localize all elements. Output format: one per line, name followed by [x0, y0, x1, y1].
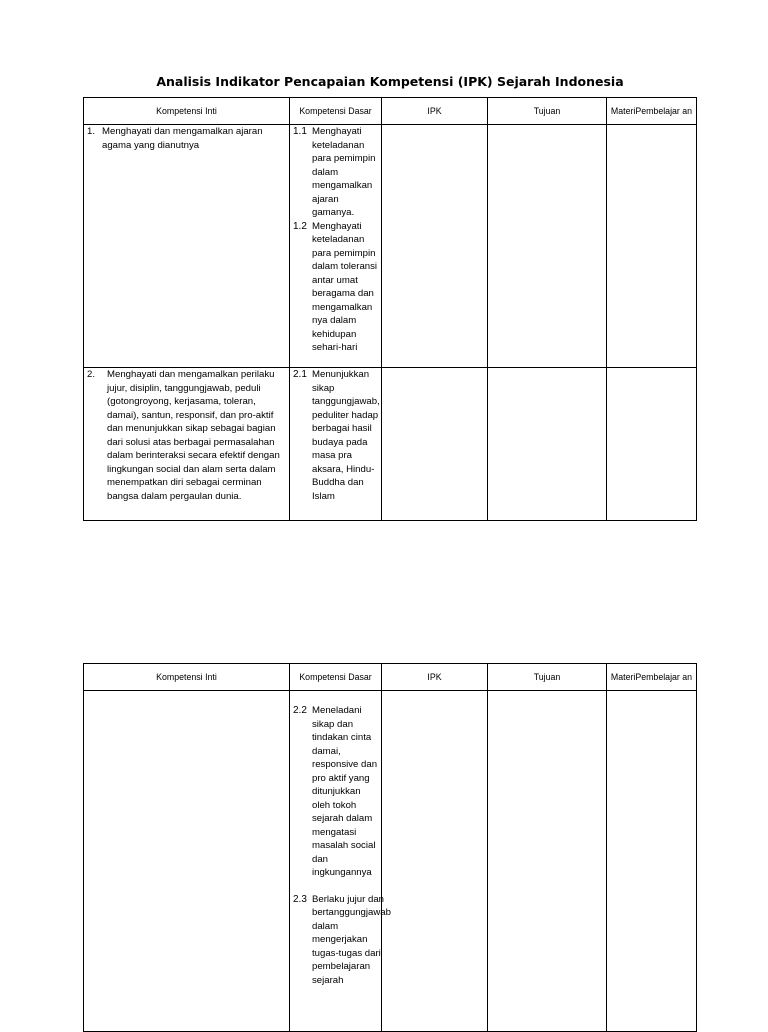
kd-item [293, 893, 391, 988]
kd-text: Menunjukkan sikap tanggungjawab, peduliter hadap berbagai hasil budaya pada masa pra aksara, Hindu-Buddha dan Islam [312, 369, 380, 502]
kd-cell [290, 368, 382, 521]
ipk-cell [382, 691, 488, 1032]
ki-cell [84, 368, 290, 521]
kd-item [293, 220, 379, 355]
tujuan-cell [488, 368, 607, 521]
materi-cell [607, 368, 697, 521]
ipk-table-page-1 [83, 97, 697, 521]
kd-item [293, 368, 379, 503]
header-ipk: IPK [382, 664, 488, 691]
document-title: Analisis Indikator Pencapaian Kompetensi (IPK) Sejarah Indonesia [156, 74, 624, 89]
header-tujuan: Tujuan [488, 98, 607, 125]
header-ipk: IPK [382, 98, 488, 125]
table-row [84, 125, 697, 368]
ki-cell [84, 125, 290, 368]
table-header-row [84, 98, 697, 125]
header-tujuan: Tujuan [488, 664, 607, 691]
ipk-cell [382, 125, 488, 368]
ipk-cell [382, 368, 488, 521]
kd-item [293, 704, 379, 880]
kd-item [293, 125, 379, 220]
kd-number: 2.3 [293, 893, 307, 905]
header-kompetensi-dasar: Kompetensi Dasar [290, 664, 382, 691]
materi-cell [607, 691, 697, 1032]
kd-number: 2.2 [293, 705, 307, 716]
table-header-row [84, 664, 697, 691]
ki-text: Menghayati dan mengamalkan perilaku jujur, disiplin, tanggungjawab, peduli (gotongroyong, kerjasama, toleran, damai), santun, responsif, dan pro-aktif dan menunjukkan sikap sebagai bagian dari solusi atas berbagai permasalahan dalam berinteraksi secara efektif dengan lingkungan social dan alam serta dalam menempatkan diri sebagai cerminan bangsa dalam pergaulan dunia. [107, 369, 280, 502]
header-kompetensi-dasar: Kompetensi Dasar [290, 98, 382, 125]
kd-text: Berlaku jujur dan bertanggungjawab dalam mengerjakan tugas-tugas dari pembelajaran sejarah [312, 893, 391, 986]
header-materi-pembelajaran: MateriPembelajar an [607, 98, 697, 125]
table-row [84, 368, 697, 521]
tujuan-cell [488, 125, 607, 368]
ki-number: 2. [87, 369, 96, 380]
kd-text: Menghayati keteladanan para pemimpin dalam mengamalkan ajaran gamanya. [312, 126, 376, 218]
ki-number: 1. [87, 126, 96, 137]
header-materi-pembelajaran: MateriPembelajar an [607, 664, 697, 691]
kd-number: 2.1 [293, 369, 307, 380]
ki-text: Menghayati dan mengamalkan ajaran agama yang dianutnya [102, 126, 263, 151]
materi-cell [607, 125, 697, 368]
kd-text: Meneladani sikap dan tindakan cinta damai, responsive dan pro aktif yang ditunjukkan oleh tokoh sejarah dalam mengatasi masalah social dan ingkungannya [312, 705, 378, 878]
header-kompetensi-inti: Kompetensi Inti [84, 664, 290, 691]
kd-cell [290, 125, 382, 368]
kd-number: 1.2 [293, 220, 307, 232]
table-row [84, 691, 697, 1032]
ipk-table-page-2 [83, 663, 697, 1032]
kd-cell [290, 691, 391, 1032]
header-kompetensi-inti: Kompetensi Inti [84, 98, 290, 125]
kd-text: Menghayati keteladanan para pemimpin dalam toleransi antar umat beragama dan mengamalkan nya dalam kehidupan sehari-hari [312, 220, 378, 353]
ki-cell [84, 691, 290, 1032]
tujuan-cell [488, 691, 607, 1032]
kd-number: 1.1 [293, 126, 307, 137]
